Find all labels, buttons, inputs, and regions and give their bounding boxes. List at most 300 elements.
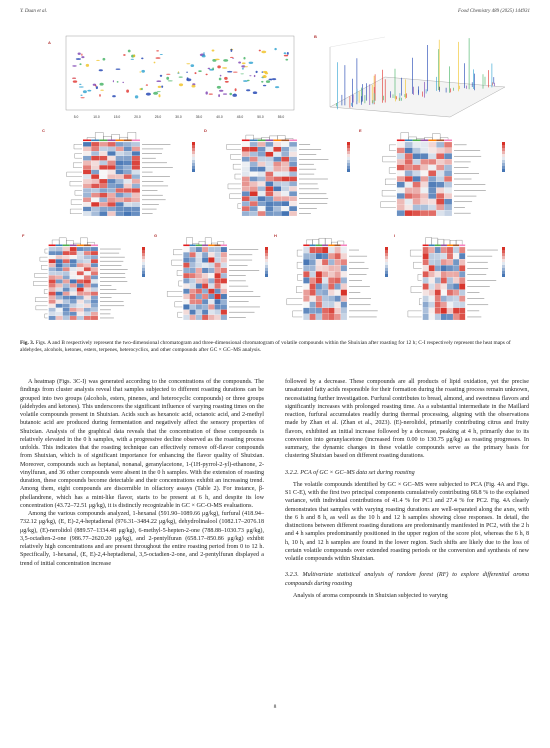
color-legend-swatch <box>347 157 350 160</box>
heatmap-cell <box>83 156 91 161</box>
heatmap-cell <box>202 289 208 294</box>
chromatogram-peak <box>238 62 241 64</box>
heatmap-cell <box>423 314 429 320</box>
color-legend-swatch <box>192 163 195 166</box>
heatmap-cell <box>63 304 70 308</box>
chromatogram-peak <box>159 94 161 97</box>
heatmap-cell <box>281 211 289 216</box>
chromatogram-peak <box>262 75 266 78</box>
group-annotation <box>84 245 91 247</box>
heatmap-cell <box>132 184 140 189</box>
heatmap-cell <box>221 304 227 309</box>
heatmap-cell <box>56 251 63 255</box>
heatmap-cell <box>429 271 435 277</box>
heatmap-cell <box>190 294 196 299</box>
color-legend-swatch <box>192 160 195 163</box>
heatmap-cell <box>459 284 465 290</box>
chromatogram-peak <box>122 82 124 83</box>
heatmap-cell <box>303 277 309 283</box>
heatmap-cell <box>183 252 189 257</box>
heatmap-cell <box>266 147 274 152</box>
heatmap-cell <box>429 284 435 290</box>
dendrogram-branch <box>385 179 396 185</box>
x-tick-label: 5.0 <box>73 115 79 119</box>
group-annotation <box>183 245 189 247</box>
heatmap-cell <box>215 315 221 320</box>
heatmap-cell <box>341 302 347 308</box>
heatmap-cell <box>436 153 444 159</box>
running-header-journal: Food Chemistry 489 (2025) 144931 <box>458 9 530 14</box>
group-annotation <box>99 140 107 142</box>
heatmap-cell <box>341 247 347 253</box>
heatmap-cell <box>91 174 99 179</box>
chromatogram-peak <box>256 71 258 73</box>
heatmap-cell <box>303 314 309 320</box>
heatmap-cell <box>202 299 208 304</box>
chromatogram-peak <box>96 60 100 61</box>
panel-i-heatmap-other <box>394 233 510 328</box>
heatmap-cell <box>250 211 258 216</box>
heatmap-cell <box>258 201 266 206</box>
group-annotation <box>202 245 208 247</box>
section-heading-3-2-3: 3.2.3. Multivariate statistical analysis of random forest (RF) to explore differential aroma compounds during roasting <box>285 572 529 587</box>
heatmap-cell <box>84 251 91 255</box>
heatmap-cell <box>215 310 221 315</box>
group-annotation <box>56 245 63 247</box>
heatmap-cell <box>242 201 250 206</box>
color-legend-swatch <box>385 271 388 274</box>
group-annotation <box>429 245 435 247</box>
heatmap-cell <box>70 275 77 279</box>
heatmap-cell <box>428 210 436 216</box>
heatmap-cell <box>429 277 435 283</box>
color-legend-swatch <box>385 256 388 259</box>
heatmap-cell <box>77 271 84 275</box>
heatmap-cell <box>303 253 309 259</box>
dendrogram-branch <box>173 250 182 255</box>
x-tick-label: 25.0 <box>154 115 162 119</box>
heatmap-cell <box>428 142 436 148</box>
heatmap-cell <box>91 165 99 170</box>
heatmap-cell <box>322 302 328 308</box>
heatmap-cell <box>124 188 132 193</box>
heatmap-cell <box>116 179 124 184</box>
heatmap-cell <box>405 153 413 159</box>
heatmap-cell <box>316 271 322 277</box>
heatmap-cell <box>250 177 258 182</box>
section-heading-3-2-2: 3.2.2. PCA of GC × GC–MS data set during roasting <box>285 469 415 476</box>
heatmap-cell <box>70 296 77 300</box>
chromatogram-peak <box>100 90 103 91</box>
heatmap-cell <box>459 296 465 302</box>
heatmap-cell <box>303 284 309 290</box>
group-annotation <box>107 140 115 142</box>
heatmap-cell <box>190 315 196 320</box>
heatmap-cell <box>132 198 140 203</box>
color-legend-swatch <box>502 256 505 259</box>
heatmap-cell <box>56 292 63 296</box>
color-legend-swatch <box>142 253 145 256</box>
chromatogram-peak <box>81 97 85 98</box>
color-legend-swatch <box>502 271 505 274</box>
chromatogram-peak <box>79 86 84 87</box>
group-annotation <box>250 140 258 142</box>
heatmap-cell <box>447 253 453 259</box>
heatmap-cell <box>202 257 208 262</box>
heatmap-cell <box>303 296 309 302</box>
color-legend-swatch <box>502 250 505 253</box>
heatmap-cell <box>423 277 429 283</box>
heatmap-cell <box>49 255 56 259</box>
color-legend-swatch <box>192 157 195 160</box>
heatmap-cell <box>335 284 341 290</box>
chromatogram-peak <box>141 88 143 90</box>
heatmap-cell <box>453 308 459 314</box>
color-legend-swatch <box>502 166 505 169</box>
heatmap-cell <box>444 170 452 176</box>
chromatogram-peak <box>285 59 288 61</box>
heatmap-cell <box>303 302 309 308</box>
x-tick-label: 10.0 <box>93 115 100 119</box>
heatmap-cell <box>258 142 266 147</box>
color-legend-swatch <box>502 160 505 163</box>
chromatogram-peak <box>157 91 161 92</box>
heatmap-cell <box>63 300 70 304</box>
heatmap-cell <box>77 300 84 304</box>
heatmap-cell <box>316 296 322 302</box>
color-legend-swatch <box>385 259 388 262</box>
heatmap-cell <box>258 157 266 162</box>
dendrogram-branch <box>71 200 82 205</box>
dendrogram-branch <box>383 156 396 162</box>
heatmap-cell <box>436 205 444 211</box>
heatmap-cell <box>99 147 107 152</box>
heatmap-cell <box>84 255 91 259</box>
dendrogram-branch <box>70 209 82 214</box>
chromatogram-peak <box>79 63 81 65</box>
paragraph: The volatile compounds identified by GC × GC–MS were subjected to PCA (Fig. 4A and Figs. S1 C-E), with the first two principal components cumulatively contributing 68.8 % to the explained variance, with individual contributions of 41.4 % for PC1 and 27.4 % for PC2. Fig. 4A clearly demonstrates that samples with varying roasting durations are well-separated along the axes, with the 6 h and 8 h, as well as the 10 h and 12 h samples showing close responses. In detail, the distinctions between different roasting durations are predominantly manifested in PC2, with the 2 h and 4 h samples predominantly positioned in the upper region of the score plot, whereas the 6 h, 8 h, 10 h, and 12 h samples are found in the lower region. Such shifts are likely due to the loss of certain volatile compounds over extended roasting periods or the conversion and synthesis of new volatile compounds within Shuixian. <box>285 481 529 562</box>
heatmap-ketones <box>365 128 510 224</box>
heatmap-cell <box>397 188 405 194</box>
heatmap-cell <box>221 247 227 252</box>
color-legend-swatch <box>142 265 145 268</box>
color-legend-swatch <box>385 274 388 277</box>
heatmap-cell <box>116 165 124 170</box>
dendrogram-branch <box>177 270 182 275</box>
heatmap-cell <box>56 296 63 300</box>
heatmap-cell <box>397 182 405 188</box>
heatmap-cell <box>429 259 435 265</box>
heatmap-cell <box>413 205 421 211</box>
color-legend-swatch <box>192 151 195 154</box>
heatmap-cell <box>289 157 297 162</box>
heatmap-cell <box>91 142 99 147</box>
heatmap-cell <box>49 275 56 279</box>
color-legend-swatch <box>142 247 145 250</box>
heatmap-cell <box>77 279 84 283</box>
heatmap-cell <box>421 182 429 188</box>
color-legend-swatch <box>502 151 505 154</box>
group-annotation <box>413 140 421 142</box>
heatmap-cell <box>413 159 421 165</box>
heatmap-cell <box>77 263 84 267</box>
chromatogram-peak <box>242 68 244 70</box>
chromatogram-peak <box>284 55 288 57</box>
heatmap-cell <box>63 275 70 279</box>
heatmap-cell <box>99 184 107 189</box>
heatmap-cell <box>453 253 459 259</box>
heatmap-cell <box>423 271 429 277</box>
chromatogram-peak <box>113 80 114 82</box>
heatmap-cell <box>258 172 266 177</box>
heatmap-cell <box>190 299 196 304</box>
heatmap-cell <box>84 275 91 279</box>
heatmap-cell <box>421 188 429 194</box>
heatmap-cell <box>328 247 334 253</box>
heatmap-cell <box>77 247 84 251</box>
heatmap-cell <box>413 170 421 176</box>
color-legend-swatch <box>502 142 505 145</box>
color-legend-swatch <box>502 163 505 166</box>
heatmap-cell <box>421 193 429 199</box>
heatmap-cell <box>215 294 221 299</box>
heatmap-cell <box>190 310 196 315</box>
heatmap-cell <box>444 148 452 154</box>
heatmap-cell <box>447 308 453 314</box>
heatmap-cell <box>341 277 347 283</box>
heatmap-cell <box>56 255 63 259</box>
heatmap-cell <box>91 316 98 320</box>
color-legend-swatch <box>385 262 388 265</box>
heatmap-cell <box>190 247 196 252</box>
chromatogram-peak <box>284 52 287 54</box>
heatmap-cell <box>281 206 289 211</box>
color-legend-swatch <box>347 142 350 145</box>
heatmap-cell <box>436 142 444 148</box>
chromatogram-peak <box>235 88 237 91</box>
heatmap-cell <box>266 157 274 162</box>
heatmap-cell <box>405 205 413 211</box>
group-annotation <box>289 140 297 142</box>
heatmap-cell <box>116 156 124 161</box>
heatmap-cell <box>423 302 429 308</box>
heatmap-cell <box>56 263 63 267</box>
chromatogram-peak <box>93 84 96 86</box>
heatmap-cell <box>49 247 56 251</box>
heatmap-cell <box>447 247 453 253</box>
heatmap-cell <box>435 290 441 296</box>
chromatogram-peak <box>233 72 238 73</box>
heatmap-cell <box>202 247 208 252</box>
heatmap-cell <box>281 152 289 157</box>
heatmap-cell <box>428 153 436 159</box>
heatmap-cell <box>435 314 441 320</box>
heatmap-cell <box>441 247 447 253</box>
heatmap-cell <box>91 198 99 203</box>
heatmap-cell <box>99 142 107 147</box>
color-legend-swatch <box>347 151 350 154</box>
heatmap-cell <box>341 271 347 277</box>
color-legend-swatch <box>192 154 195 157</box>
heatmap-cell <box>273 142 281 147</box>
chromatogram-peak <box>261 81 263 83</box>
chromatogram-peak <box>96 86 98 89</box>
heatmap-cell <box>56 288 63 292</box>
heatmap-cell <box>413 165 421 171</box>
heatmap-cell <box>202 294 208 299</box>
heatmap-cell <box>289 142 297 147</box>
chromatogram-peak <box>112 95 116 97</box>
chromatogram-peak <box>223 59 228 62</box>
chromatogram-peak <box>266 80 270 83</box>
color-legend-swatch <box>192 166 195 169</box>
heatmap-cell <box>56 312 63 316</box>
heatmap-cell <box>273 177 281 182</box>
heatmap-cell <box>341 259 347 265</box>
heatmap-cell <box>341 290 347 296</box>
heatmap-cell <box>444 165 452 171</box>
paragraph: followed by a decrease. These compounds are all products of lipid oxidation, yet the precise unsaturated fatty acids responsible for their formation during the roasting process remain unknown, necessitating further investigation. Furfural contributes to bread, almond, and sweetness flavors and significantly increases with prolonged roasting time. As a substantial intermediate in the Maillard reaction, furfural accumulates readily during thermal processing, aligning with the observations made by Zhan et al. (Zhan et al., 2023). (E)-nerolidol, primarily contributing citrus and fruity flavors, exhibited an initial increase followed by a decrease, peaking at 4 h, primarily due to its conversion into geranylacetone (increased from 0.00 to 130.75 μg/kg) as roasting progresses. In summary, the dynamic changes in these volatile compounds serve as the primary basis for clustering Shuixian based on different roasting durations. <box>285 379 529 460</box>
dendrogram-branch <box>227 144 241 149</box>
x-tick-label: 15.0 <box>113 115 121 119</box>
heatmap-cell <box>310 253 316 259</box>
chromatogram-peak <box>117 81 119 83</box>
heatmap-cell <box>49 312 56 316</box>
heatmap-cell <box>441 277 447 283</box>
left-column <box>20 378 264 568</box>
heatmap-cell <box>202 263 208 268</box>
heatmap-cell <box>341 296 347 302</box>
heatmap-cell <box>310 284 316 290</box>
heatmap-cell <box>242 142 250 147</box>
group-annotation <box>190 245 196 247</box>
heatmap-cell <box>341 308 347 314</box>
heatmap-cell <box>341 314 347 320</box>
heatmap-cell <box>316 290 322 296</box>
chromatogram-peak <box>179 77 183 78</box>
heatmap-cell <box>328 253 334 259</box>
heatmap-cell <box>107 174 115 179</box>
heatmap-cell <box>250 147 258 152</box>
heatmap-cell <box>273 191 281 196</box>
heatmap-cell <box>436 182 444 188</box>
heatmap-cell <box>405 165 413 171</box>
heatmap-cell <box>70 255 77 259</box>
heatmap-cell <box>132 156 140 161</box>
heatmap-cell <box>83 170 91 175</box>
heatmap-cell <box>70 316 77 320</box>
heatmap-cell <box>107 151 115 156</box>
heatmap-cell <box>196 268 202 273</box>
dendrogram-branch <box>172 260 183 265</box>
heatmap-cell <box>99 202 107 207</box>
chromatogram-peak <box>212 67 214 70</box>
heatmap-cell <box>63 284 70 288</box>
heatmap-cell <box>310 314 316 320</box>
heatmap-cell <box>84 312 91 316</box>
group-annotation <box>242 140 250 142</box>
chromatogram-peak <box>243 57 245 60</box>
heatmap-cell <box>208 299 214 304</box>
heatmap-cell <box>183 289 189 294</box>
heatmap-cell <box>405 188 413 194</box>
heatmap-cell <box>413 182 421 188</box>
heatmap-cell <box>444 199 452 205</box>
heatmap-cell <box>435 259 441 265</box>
heatmap-cell <box>444 176 452 182</box>
chromatogram-peak <box>146 93 151 96</box>
heatmap-cell <box>77 308 84 312</box>
heatmap-cell <box>397 170 405 176</box>
heatmap-cell <box>322 271 328 277</box>
heatmap-cell <box>221 284 227 289</box>
heatmap-cell <box>124 202 132 207</box>
heatmap-cell <box>56 259 63 263</box>
heatmap-cell <box>258 162 266 167</box>
color-legend-swatch <box>265 274 268 277</box>
group-annotation <box>132 140 140 142</box>
heatmap-cell <box>215 304 221 309</box>
chromatogram-peak <box>160 54 163 55</box>
figure-3 <box>22 28 510 328</box>
heatmap-cell <box>310 247 316 253</box>
heatmap-cell <box>459 290 465 296</box>
heatmap-cell <box>436 165 444 171</box>
heatmap-cell <box>116 151 124 156</box>
dendrogram-branch <box>228 184 241 189</box>
chromatogram-peak <box>186 72 188 73</box>
chromatogram-peak <box>275 86 279 88</box>
heatmap-cell <box>83 142 91 147</box>
heatmap-cell <box>281 181 289 186</box>
heatmap-cell <box>273 181 281 186</box>
heatmap-cell <box>91 211 99 216</box>
chromatogram-peak <box>161 86 163 88</box>
heatmap-cell <box>441 259 447 265</box>
heatmap-cell <box>273 162 281 167</box>
chromatogram-peak <box>158 86 161 88</box>
group-annotation <box>459 245 465 247</box>
group-annotation <box>310 245 316 247</box>
chromatogram-peak <box>253 91 257 94</box>
heatmap-cell <box>208 257 214 262</box>
group-annotation <box>453 245 459 247</box>
heatmap-cell <box>132 165 140 170</box>
chromatogram-peak <box>202 55 206 58</box>
heatmap-cell <box>405 142 413 148</box>
heatmap-cell <box>453 302 459 308</box>
heatmap-cell <box>202 268 208 273</box>
heatmap-cell <box>405 170 413 176</box>
heatmap-cell <box>258 177 266 182</box>
chromatogram-peak <box>72 78 76 79</box>
heatmap-cell <box>124 174 132 179</box>
heatmap-cell <box>447 271 453 277</box>
heatmap-cell <box>84 288 91 292</box>
heatmap-cell <box>116 207 124 212</box>
heatmap-cell <box>250 186 258 191</box>
heatmap-cell <box>77 267 84 271</box>
heatmap-esters <box>20 233 150 328</box>
dendrogram-branch <box>75 191 82 196</box>
color-legend-swatch <box>265 256 268 259</box>
heatmap-cell <box>70 247 77 251</box>
heatmap-cell <box>335 302 341 308</box>
chromatogram-peak <box>80 95 82 96</box>
heatmap-cell <box>322 314 328 320</box>
heatmap-cell <box>322 284 328 290</box>
heatmap-cell <box>316 265 322 271</box>
